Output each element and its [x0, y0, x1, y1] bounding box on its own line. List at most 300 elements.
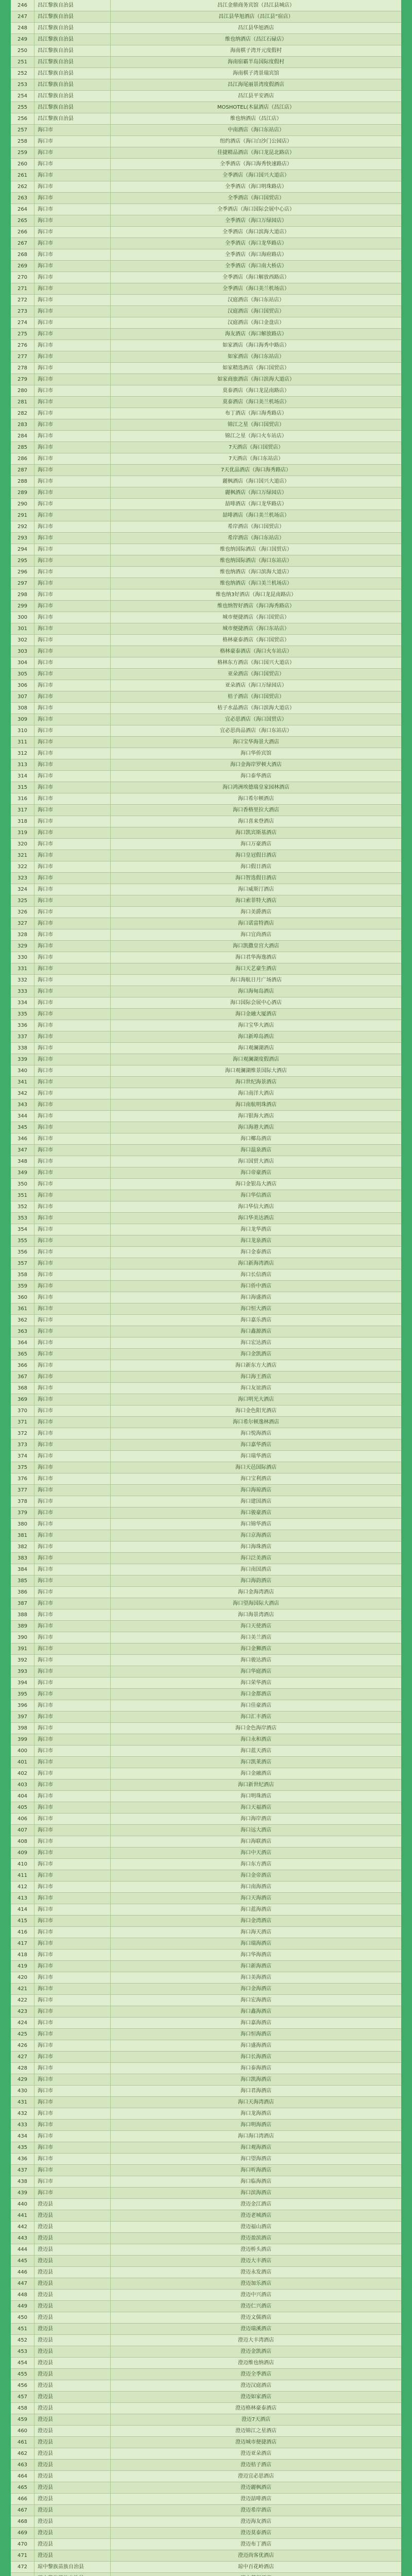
table-row [11, 340, 401, 351]
row-hotel-name: 格林东方酒店（海口国兴大道店） [217, 660, 295, 666]
row-number: 310 [11, 725, 35, 736]
row-hotel-name: 维也纳国际酒店（海口东站店） [220, 558, 292, 564]
table-row [11, 363, 401, 374]
row-area: 海口市 [35, 1870, 111, 1881]
row-area: 海口市 [35, 884, 111, 895]
table-row [11, 1859, 401, 1870]
table-row [11, 1587, 401, 1598]
table-row [11, 2505, 401, 2516]
table-row [11, 2335, 401, 2346]
table-row [11, 1394, 401, 1405]
row-hotel-name: 海口美兰酒店 [241, 1635, 271, 1640]
row-area: 昌江黎族自治县 [35, 57, 111, 67]
row-area: 海口市 [35, 657, 111, 668]
row-hotel-name: 海口嘉乐酒店 [241, 1317, 271, 1323]
table-row [11, 646, 401, 657]
row-number: 284 [11, 431, 35, 442]
row-hotel-name: 海口华信大酒店 [238, 1204, 274, 1210]
row-number: 283 [11, 419, 35, 430]
row-number: 458 [11, 2403, 35, 2414]
row-hotel-name: 维也纳智好酒店（海口海秀路店） [217, 603, 295, 609]
row-number: 277 [11, 351, 35, 362]
table-row [11, 2369, 401, 2380]
row-number: 318 [11, 816, 35, 827]
table-row [11, 907, 401, 918]
row-area: 海口市 [35, 861, 111, 872]
row-area: 海口市 [35, 2006, 111, 2017]
row-hotel-name: 海口天使酒店 [241, 1623, 271, 1629]
row-number: 290 [11, 499, 35, 510]
table-row [11, 181, 401, 193]
table-row [11, 2278, 401, 2290]
row-hotel-name: 海口海口湾酒店 [238, 2133, 274, 2139]
row-hotel-name: 海口世纪海景酒店 [235, 1079, 277, 1085]
row-hotel-name: 海口海盛酒店 [241, 1295, 271, 1300]
table-row [11, 521, 401, 533]
row-hotel-name [111, 2573, 401, 2576]
row-area: 海口市 [35, 635, 111, 646]
row-number: 444 [11, 2244, 35, 2255]
row-number: 269 [11, 261, 35, 272]
row-area: 海口市 [35, 669, 111, 680]
row-number: 385 [11, 1575, 35, 1586]
table-row [11, 1677, 401, 1689]
table-row [11, 1621, 401, 1632]
row-number: 453 [11, 2346, 35, 2357]
row-area: 澄迈县 [35, 2380, 111, 2391]
row-number: 370 [11, 1405, 35, 1416]
row-hotel-name: 海口皇冠假日酒店 [235, 853, 277, 858]
table-row [11, 1995, 401, 2006]
row-number: 457 [11, 2392, 35, 2402]
table-row [11, 1281, 401, 1292]
table-row [11, 1643, 401, 1655]
table-row [11, 408, 401, 419]
row-area: 澄迈县 [35, 2494, 111, 2504]
table-row [11, 1575, 401, 1587]
row-hotel-name: 7天酒店（海口国贸店） [228, 445, 284, 450]
row-area: 海口市 [35, 1099, 111, 1110]
row-area: 海口市 [35, 1394, 111, 1405]
table-row [11, 2142, 401, 2154]
row-number: 271 [11, 283, 35, 294]
row-hotel-name: 海口京海酒店 [241, 1533, 271, 1538]
row-number: 342 [11, 1088, 35, 1099]
row-area: 澄迈县 [35, 2267, 111, 2278]
row-area: 澄迈县 [35, 2539, 111, 2550]
table-row [11, 1156, 401, 1167]
row-number: 343 [11, 1099, 35, 1110]
row-hotel-name: 澄迈仁兴酒店 [241, 2303, 271, 2309]
table-row [11, 476, 401, 487]
row-number: 311 [11, 737, 35, 748]
row-area: 海口市 [35, 1088, 111, 1099]
row-hotel-name: 海口希尔顿酒店 [238, 796, 274, 802]
table-row [11, 1303, 401, 1315]
row-hotel-name: 澄迈喆啡酒店 [241, 2496, 271, 2502]
row-hotel-name: 澄迈金江酒店 [241, 2201, 271, 2207]
row-area: 海口市 [35, 782, 111, 793]
table-row [11, 941, 401, 952]
row-area: 海口市 [35, 997, 111, 1008]
row-hotel-name: 澄迈莫泰酒店 [241, 2530, 271, 2536]
table-row [11, 1507, 401, 1519]
row-area: 海口市 [35, 827, 111, 838]
row-number: 288 [11, 476, 35, 487]
row-hotel-name: 海口天艺豪生酒店 [235, 966, 277, 972]
row-area: 海口市 [35, 1258, 111, 1269]
row-area: 海口市 [35, 487, 111, 498]
row-hotel-name: 海南宿霸半岛国际度假村 [228, 59, 284, 65]
table-row [11, 1439, 401, 1451]
table-row [11, 487, 401, 499]
row-number: 392 [11, 1655, 35, 1666]
row-hotel-name: 希岸酒店（海口国贸店） [228, 524, 284, 530]
row-hotel-name: 海口海联酒店 [241, 1839, 271, 1844]
row-area: 海口市 [35, 1575, 111, 1586]
row-number: 258 [11, 136, 35, 147]
row-hotel-name: 海口蓝天酒店 [241, 1748, 271, 1754]
row-hotel-name: 格林豪泰酒店（海口国贸店） [222, 637, 289, 643]
row-area: 海口市 [35, 941, 111, 952]
row-area: 海口市 [35, 227, 111, 238]
row-area: 海口市 [35, 419, 111, 430]
row-number: 299 [11, 601, 35, 612]
row-hotel-name: 海口金色海岸酒店 [235, 1725, 277, 1731]
table-row [11, 1814, 401, 1825]
row-number: 388 [11, 1609, 35, 1620]
row-hotel-name: 海口侨中酒店 [241, 1283, 271, 1289]
table-row [11, 204, 401, 215]
row-hotel-name: 如家酒店（海口东站店） [228, 354, 284, 360]
table-row [11, 1371, 401, 1383]
row-hotel-name: 汉庭酒店（海口金盘店） [228, 320, 284, 326]
row-hotel-name: 海口香格里拉大酒店 [233, 807, 279, 813]
table-row [11, 2312, 401, 2324]
row-area: 海口市 [35, 1213, 111, 1224]
row-number: 350 [11, 1179, 35, 1190]
table-row [11, 1825, 401, 1836]
row-hotel-name: 海口新东方大酒店 [235, 1363, 277, 1368]
row-number: 428 [11, 2063, 35, 2074]
row-number: 251 [11, 57, 35, 67]
row-area: 海口市 [35, 1972, 111, 1983]
row-number: 247 [11, 11, 35, 22]
row-number: 316 [11, 793, 35, 804]
row-area: 海口市 [35, 204, 111, 215]
row-area: 海口市 [35, 1315, 111, 1326]
row-number: 355 [11, 1235, 35, 1246]
row-area: 海口市 [35, 1938, 111, 1949]
row-number: 289 [11, 487, 35, 498]
row-hotel-name: 海口悦海酒店 [241, 1431, 271, 1436]
row-area: 海口市 [35, 1757, 111, 1768]
row-hotel-name: 澄迈7天酒店 [241, 2417, 271, 2422]
row-area: 昌江黎族自治县 [35, 102, 111, 113]
row-area: 澄迈县 [35, 2335, 111, 2346]
row-number: 294 [11, 544, 35, 555]
row-area: 海口市 [35, 1859, 111, 1870]
table-row [11, 816, 401, 827]
row-number: 360 [11, 1292, 35, 1303]
row-area: 海口市 [35, 1882, 111, 1892]
table-row [11, 1984, 401, 1995]
row-area: 海口市 [35, 1632, 111, 1643]
row-hotel-name: 澄迈大丰酒店 [241, 2258, 271, 2264]
row-area: 海口市 [35, 1145, 111, 1156]
table-row [11, 1904, 401, 1916]
row-number: 402 [11, 1768, 35, 1779]
row-area: 澄迈县 [35, 2290, 111, 2300]
table-row [11, 714, 401, 725]
row-hotel-name: 海口天海湾酒店 [238, 2099, 274, 2105]
row-number: 356 [11, 1247, 35, 1258]
table-row [11, 1088, 401, 1099]
table-row [11, 861, 401, 873]
table-row [11, 1882, 401, 1893]
table-row [11, 249, 401, 261]
row-number: 256 [11, 113, 35, 124]
row-area: 海口市 [35, 1020, 111, 1031]
row-number: 371 [11, 1417, 35, 1428]
table-row [11, 261, 401, 272]
row-hotel-name: 全季酒店（海口国贸店） [228, 195, 284, 201]
row-area: 海口市 [35, 249, 111, 260]
row-number: 359 [11, 1281, 35, 1292]
row-number: 348 [11, 1156, 35, 1167]
row-area: 海口市 [35, 2074, 111, 2085]
table-row [11, 1383, 401, 1394]
row-number: 265 [11, 215, 35, 226]
table-row [11, 2494, 401, 2505]
table-row [11, 2063, 401, 2074]
row-area: 海口市 [35, 1893, 111, 1904]
table-row [11, 419, 401, 431]
table-row [11, 136, 401, 147]
row-area: 海口市 [35, 918, 111, 929]
row-hotel-name: 澄迈桥头酒店 [241, 2247, 271, 2252]
row-area: 海口市 [35, 147, 111, 158]
table-row [11, 884, 401, 895]
row-hotel-name: 海口金融大厦酒店 [235, 1011, 277, 1017]
row-number: 353 [11, 1213, 35, 1224]
row-number: 313 [11, 759, 35, 770]
row-area: 海口市 [35, 1950, 111, 1960]
row-hotel-name: 澄迈麗枫酒店 [241, 2485, 271, 2490]
row-number: 332 [11, 975, 35, 986]
row-number: 437 [11, 2165, 35, 2176]
row-area: 海口市 [35, 691, 111, 702]
row-number: 292 [11, 521, 35, 532]
row-area: 澄迈县 [35, 2550, 111, 2561]
row-number: 307 [11, 691, 35, 702]
table-row [11, 1950, 401, 1961]
row-hotel-name: 海口君华海逸酒店 [235, 955, 277, 960]
row-area: 海口市 [35, 442, 111, 453]
table-row [11, 1938, 401, 1950]
row-area: 海口市 [35, 1417, 111, 1428]
row-area: 海口市 [35, 1587, 111, 1598]
row-number: 362 [11, 1315, 35, 1326]
row-hotel-name: 全季酒店（海口海府路店） [225, 252, 287, 258]
row-hotel-name: 琼中百花岭酒店 [238, 2564, 274, 2570]
row-number: 391 [11, 1643, 35, 1654]
row-hotel-name: 全季酒店（海口美兰机场店） [222, 286, 289, 292]
table-row [11, 2029, 401, 2040]
table-row [11, 1145, 401, 1156]
row-area [35, 2573, 111, 2576]
row-area: 海口市 [35, 510, 111, 521]
row-hotel-name: 7天酒店（海口东站店） [228, 456, 284, 462]
table-row [11, 759, 401, 771]
row-number: 434 [11, 2131, 35, 2142]
table-row [11, 1711, 401, 1723]
table-row [11, 1541, 401, 1553]
row-hotel-name: 海口嘉海酒店 [241, 2020, 271, 2026]
row-area: 海口市 [35, 521, 111, 532]
table-row [11, 2040, 401, 2052]
row-number: 471 [11, 2550, 35, 2561]
row-area: 昌江黎族自治县 [35, 79, 111, 90]
row-hotel-name: 海口凯宾斯基酒店 [235, 830, 277, 836]
row-area: 海口市 [35, 295, 111, 306]
row-hotel-name: 海口明光大酒店 [238, 1397, 274, 1402]
table-row [11, 839, 401, 850]
row-area: 海口市 [35, 1723, 111, 1734]
table-row [11, 782, 401, 793]
table-row [11, 283, 401, 295]
table-row [11, 1292, 401, 1303]
table-row [11, 1269, 401, 1281]
row-area: 澄迈县 [35, 2414, 111, 2425]
row-hotel-name: 海口新埠岛酒店 [238, 1034, 274, 1040]
row-area: 海口市 [35, 895, 111, 906]
table-row [11, 1893, 401, 1904]
row-area: 海口市 [35, 272, 111, 283]
row-area: 海口市 [35, 306, 111, 317]
table-row [11, 1213, 401, 1224]
row-number: 439 [11, 2188, 35, 2198]
row-number: 404 [11, 1791, 35, 1802]
row-area: 海口市 [35, 1133, 111, 1144]
row-hotel-name: 莫泰酒店（海口龙昆南路店） [222, 388, 289, 394]
row-hotel-name: 全季酒店（海口海秀快速路店） [220, 161, 292, 167]
row-number: 368 [11, 1383, 35, 1394]
table-row [11, 1405, 401, 1417]
row-number: 469 [11, 2528, 35, 2538]
table-row [11, 2131, 401, 2142]
row-area: 海口市 [35, 1802, 111, 1813]
row-area: 海口市 [35, 2063, 111, 2074]
row-number: 354 [11, 1224, 35, 1235]
row-hotel-name: 海口宝华海景大酒店 [233, 739, 279, 745]
row-number: 270 [11, 272, 35, 283]
row-number: 380 [11, 1519, 35, 1530]
row-area: 海口市 [35, 850, 111, 861]
table-row [11, 623, 401, 635]
row-hotel-name: 海口华庭酒店 [241, 1669, 271, 1674]
row-area: 海口市 [35, 1700, 111, 1711]
table-row [11, 2562, 401, 2573]
row-number: 276 [11, 340, 35, 351]
row-area: 海口市 [35, 1848, 111, 1858]
row-number: 419 [11, 1961, 35, 1972]
row-hotel-name: 海口海王酒店 [241, 1374, 271, 1380]
row-area: 澄迈县 [35, 2460, 111, 2470]
row-number: 367 [11, 1371, 35, 1382]
table-row [11, 578, 401, 589]
row-area: 海口市 [35, 2029, 111, 2040]
table-row [11, 1553, 401, 1564]
row-number: 319 [11, 827, 35, 838]
row-area: 海口市 [35, 351, 111, 362]
row-number: 383 [11, 1553, 35, 1564]
row-hotel-name: 海口金狮酒店 [241, 1646, 271, 1652]
table-row [11, 45, 401, 57]
table-row [11, 725, 401, 737]
row-number: 325 [11, 895, 35, 906]
row-area: 澄迈县 [35, 2244, 111, 2255]
table-row [11, 2256, 401, 2267]
row-hotel-name: 全季酒店（海口国兴大道店） [222, 173, 289, 178]
row-area: 海口市 [35, 929, 111, 940]
row-number: 331 [11, 963, 35, 974]
table-row [11, 1315, 401, 1326]
row-number: 454 [11, 2358, 35, 2368]
row-hotel-name: 海南棋子湾景瑞宾馆 [233, 71, 279, 76]
table-row [11, 147, 401, 159]
row-area: 海口市 [35, 1269, 111, 1280]
row-hotel-name: 澄迈宜必思酒店 [238, 2473, 274, 2479]
table-row [11, 601, 401, 612]
row-number: 246 [11, 0, 35, 11]
row-number: 279 [11, 374, 35, 385]
table-row [11, 1723, 401, 1734]
row-area: 海口市 [35, 589, 111, 600]
row-area: 海口市 [35, 1031, 111, 1042]
row-number: 429 [11, 2074, 35, 2085]
row-area: 昌江黎族自治县 [35, 11, 111, 22]
table-row [11, 23, 401, 34]
row-area: 海口市 [35, 1383, 111, 1394]
row-area: 海口市 [35, 1043, 111, 1054]
table-row [11, 680, 401, 691]
row-number: 295 [11, 555, 35, 566]
row-hotel-name: 海口宏海酒店 [241, 1997, 271, 2003]
row-area: 海口市 [35, 555, 111, 566]
row-hotel-name: 海口宝利酒店 [241, 1476, 271, 1482]
table-row [11, 306, 401, 317]
row-hotel-name: 海口南海酒店 [241, 1884, 271, 1890]
row-number: 424 [11, 2018, 35, 2028]
row-number: 320 [11, 839, 35, 850]
row-hotel-name: 如家商旅酒店（海口滨海大道店） [217, 377, 295, 382]
row-hotel-name: 亚朵酒店（海口万绿园店） [225, 683, 287, 688]
row-area: 海口市 [35, 1564, 111, 1575]
row-area: 海口市 [35, 1122, 111, 1133]
row-number: 255 [11, 102, 35, 113]
row-number: 361 [11, 1303, 35, 1314]
row-number: 358 [11, 1269, 35, 1280]
table-row [11, 635, 401, 646]
row-number: 416 [11, 1927, 35, 1938]
row-number: 253 [11, 79, 35, 90]
row-number: 369 [11, 1394, 35, 1405]
table-row [11, 963, 401, 975]
row-hotel-name: 海口海景湾酒店 [238, 1612, 274, 1618]
row-area: 海口市 [35, 193, 111, 204]
row-area: 海口市 [35, 499, 111, 510]
